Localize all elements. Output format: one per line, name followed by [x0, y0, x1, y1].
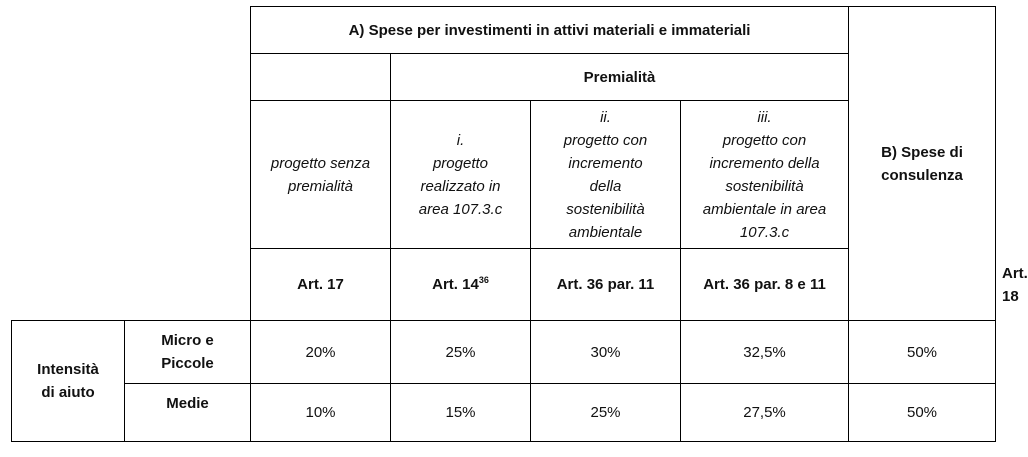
- value-cell: 25%: [391, 321, 531, 384]
- value-cell: 32,5%: [681, 321, 849, 384]
- desc-line: area 107.3.c: [418, 200, 503, 218]
- article-label: Art. 18: [1002, 264, 1028, 305]
- row-label-line: Piccole: [161, 355, 214, 372]
- empty-corner-cell: [12, 54, 251, 101]
- article-col-1: [251, 249, 391, 321]
- article-col-3: [531, 249, 681, 321]
- desc-line: ambientale: [568, 223, 643, 241]
- empty-corner-cell: [12, 249, 251, 321]
- value-cell: 15%: [391, 384, 531, 442]
- row-label-line: Micro e: [161, 332, 214, 349]
- article-label: Art. 14: [432, 276, 479, 293]
- aid-intensity-table: [11, 6, 1028, 442]
- footnote-marker: 36: [478, 275, 489, 285]
- column-desc-no-premialita: [251, 101, 391, 249]
- premialita-header: Premialità: [391, 54, 849, 101]
- desc-line: progetto con: [722, 131, 807, 149]
- desc-line: 107.3.c: [739, 223, 790, 241]
- desc-line: incremento della: [709, 154, 820, 172]
- desc-line: progetto senza: [270, 154, 371, 172]
- empty-premialita-left-cell: [251, 54, 391, 101]
- row-label-micro-piccole: [125, 321, 251, 384]
- value-cell: 25%: [531, 384, 681, 442]
- article-label: Art. 36 par. 8 e 11: [703, 276, 826, 293]
- article-label: Art. 36 par. 11: [556, 276, 655, 293]
- desc-line: progetto: [432, 154, 489, 172]
- desc-line: della: [589, 177, 622, 195]
- value-cell: 27,5%: [681, 384, 849, 442]
- group-label-line: di aiuto: [41, 384, 95, 401]
- empty-corner-cell: [12, 7, 251, 54]
- desc-line: incremento: [568, 154, 643, 172]
- desc-line: sostenibilità: [566, 200, 645, 218]
- desc-line: progetto con: [563, 131, 648, 149]
- column-desc-premialita-i: [391, 101, 531, 249]
- group-label-line: Intensità: [37, 361, 99, 378]
- value-cell: 20%: [251, 321, 391, 384]
- desc-line: premialità: [287, 177, 354, 195]
- desc-line: ambientale in area: [702, 200, 827, 218]
- desc-line: i.: [456, 131, 465, 149]
- row-label-medie: Medie: [125, 384, 251, 442]
- section-b-header: [849, 7, 996, 321]
- section-a-header: A) Spese per investimenti in attivi materiali e immateriali: [251, 7, 849, 54]
- desc-line: ii.: [600, 108, 611, 126]
- empty-corner-cell: [12, 101, 251, 249]
- desc-line: sostenibilità: [725, 177, 804, 195]
- value-cell: 50%: [849, 384, 996, 442]
- desc-line: iii.: [757, 108, 772, 126]
- desc-line: realizzato in: [420, 177, 501, 195]
- section-b-line-2: consulenza: [881, 166, 963, 184]
- article-label: Art. 17: [297, 276, 344, 293]
- section-b-line-1: B) Spese di: [881, 143, 963, 161]
- value-cell: 30%: [531, 321, 681, 384]
- article-col-2: [391, 249, 531, 321]
- article-col-4: [681, 249, 849, 321]
- row-group-label: [12, 321, 125, 442]
- value-cell: 10%: [251, 384, 391, 442]
- column-desc-premialita-ii: [531, 101, 681, 249]
- value-cell: 50%: [849, 321, 996, 384]
- column-desc-premialita-iii: [681, 101, 849, 249]
